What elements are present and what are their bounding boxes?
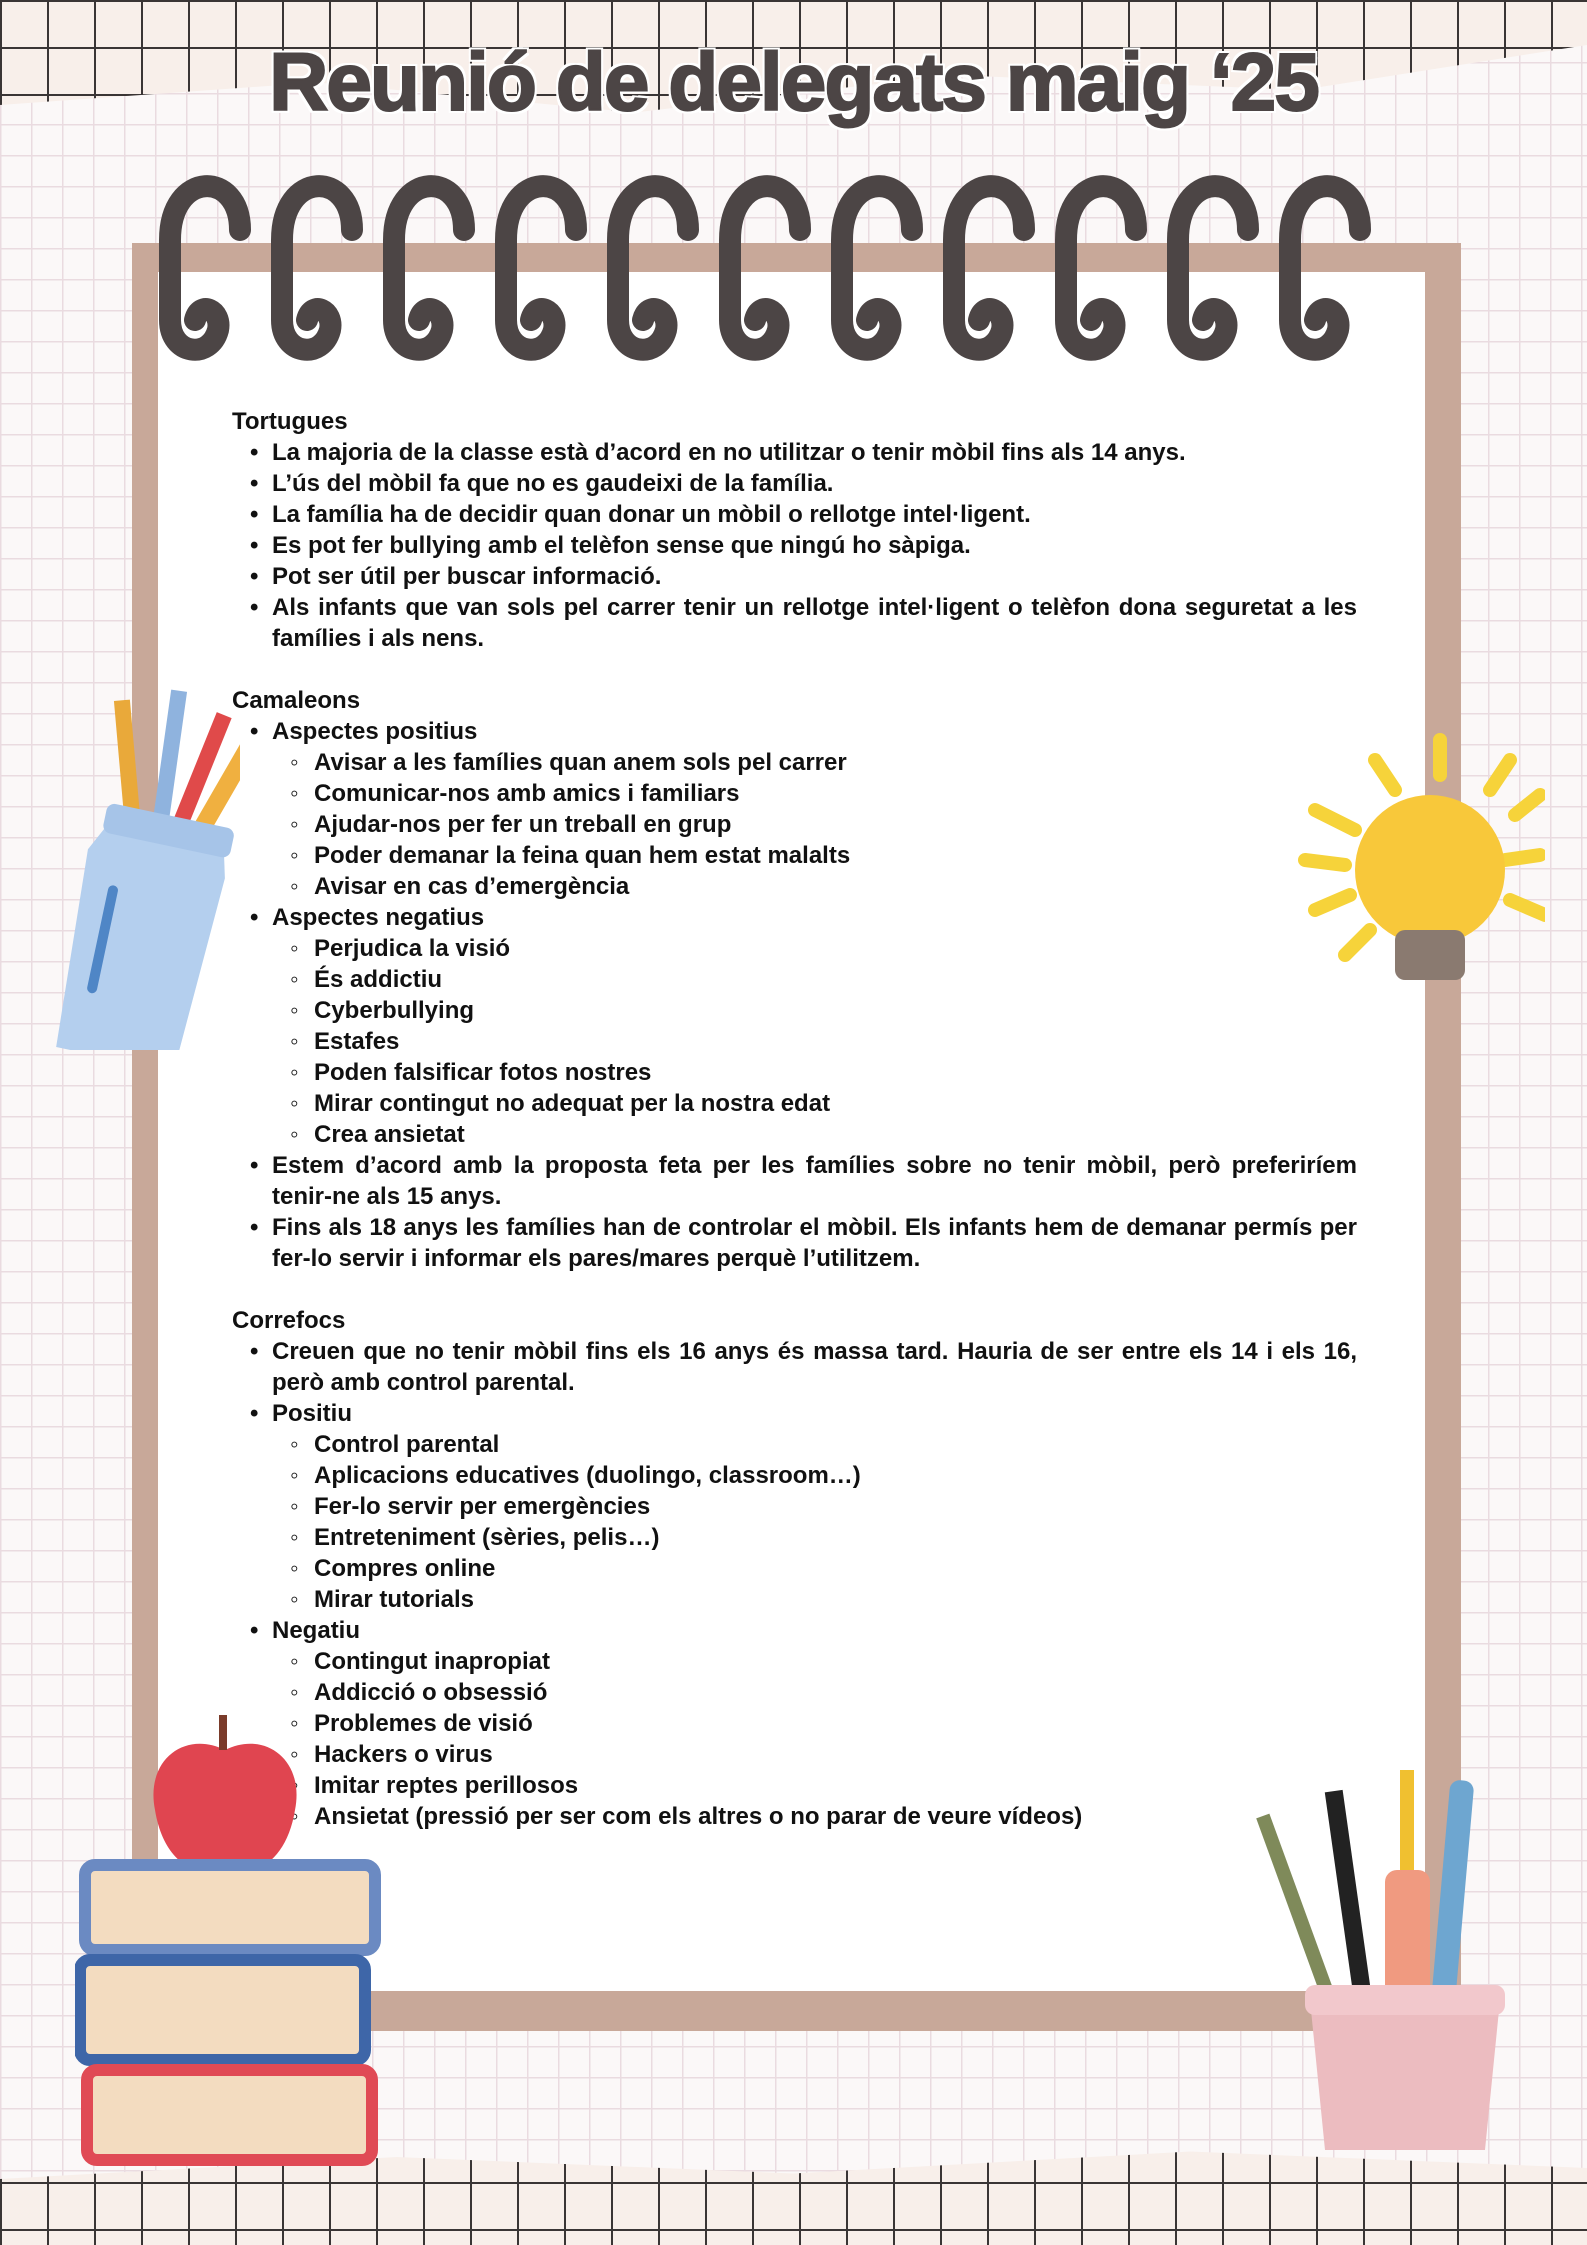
sublist-label: Aspectes negatius [272,904,485,931]
section-heading: Camaleons [232,687,361,714]
section-camaleons [232,685,1357,1274]
spiral-ring [394,186,464,350]
sublist-item: ◦ Avisar a les famílies quan anem sols pel carrer [272,747,1357,778]
sublist-item: ◦ Fer-lo servir per emergències [272,1491,1357,1522]
sublist-label: Positiu [272,1400,353,1427]
sublist-item: ◦ Mirar contingut no adequat per la nostra edat [272,1088,1357,1119]
meeting-notes [232,406,1357,1863]
sublist-item: ◦ Poden falsificar fotos nostres [272,1057,1357,1088]
sublist-label: Aspectes positius [272,718,478,745]
sublist-item: ◦ Problemes de visió [272,1708,1357,1739]
list-item [232,716,1357,902]
spiral-ring [170,186,240,350]
pencil-cup-icon [20,660,240,1050]
spiral-rings [150,170,1390,370]
list-item: • L’ús del mòbil fa que no es gaudeixi de la família. [232,468,1357,499]
sublist-item: ◦ Avisar en cas d’emergència [272,871,1357,902]
list-item: • Creuen que no tenir mòbil fins els 16 anys és massa tard. Hauria de ser entre els 14 i els 16, però amb control parental. [232,1336,1357,1398]
section-tortugues [232,406,1357,654]
list-item: • La família ha de decidir quan donar un mòbil o rellotge intel·ligent. [232,499,1357,530]
sublist-item: ◦ Poder demanar la feina quan hem estat malalts [272,840,1357,871]
spiral-ring [730,186,800,350]
sublist-item: ◦ Control parental [272,1429,1357,1460]
sublist-label: Negatiu [272,1617,361,1644]
list-item: • Pot ser útil per buscar informació. [232,561,1357,592]
section-heading: Tortugues [232,408,348,435]
sublist-item: ◦ Aplicacions educatives (duolingo, classroom…) [272,1460,1357,1491]
sublist-item: ◦ Hackers o virus [272,1739,1357,1770]
spiral-ring [842,186,912,350]
page-title: Reunió de delegats maig ‘25 [269,37,1318,128]
list-item: • Fins als 18 anys les famílies han de controlar el mòbil. Els infants hem de demanar permís per fer-lo servir i informar els pares/mares perquè l’utilitzem. [232,1212,1357,1274]
list-item: • Estem d’acord amb la proposta feta per les famílies sobre no tenir mòbil, però preferiríem tenir-ne als 15 anys. [232,1150,1357,1212]
sublist-item: ◦ Addicció o obsessió [272,1677,1357,1708]
sublist-item: ◦ Estafes [272,1026,1357,1057]
spiral-ring [618,186,688,350]
list-item: • La majoria de la classe està d’acord en no utilitzar o tenir mòbil fins als 14 anys. [232,437,1357,468]
books-apple-icon [75,1710,385,2180]
list-item: • Als infants que van sols pel carrer tenir un rellotge intel·ligent o telèfon dona seguretat a les famílies i als nens. [232,592,1357,654]
sublist-item: ◦ Compres online [272,1553,1357,1584]
sublist-item: ◦ És addictiu [272,964,1357,995]
sublist-item: ◦ Entreteniment (sèries, pelis…) [272,1522,1357,1553]
sublist-item: ◦ Crea ansietat [272,1119,1357,1150]
pen-cup-icon [1250,1770,1540,2150]
list-item [232,1398,1357,1615]
list-item [232,1615,1357,1832]
spiral-ring [506,186,576,350]
sublist-item: ◦ Cyberbullying [272,995,1357,1026]
spiral-ring [1066,186,1136,350]
list-item: • Es pot fer bullying amb el telèfon sense que ningú ho sàpiga. [232,530,1357,561]
section-heading: Correfocs [232,1307,346,1334]
section-correfocs [232,1305,1357,1832]
sublist-item: ◦ Ansietat (pressió per ser com els altres o no parar de veure vídeos) [272,1801,1357,1832]
spiral-ring [282,186,352,350]
spiral-ring [1178,186,1248,350]
light-bulb-icon [1285,730,1545,1000]
sublist-item: ◦ Comunicar-nos amb amics i familiars [272,778,1357,809]
list-item [232,902,1357,1150]
spiral-ring [1290,186,1360,350]
sublist-item: ◦ Imitar reptes perillosos [272,1770,1357,1801]
spiral-ring [954,186,1024,350]
sublist-item: ◦ Perjudica la visió [272,933,1357,964]
sublist-item: ◦ Contingut inapropiat [272,1646,1357,1677]
sublist-item: ◦ Mirar tutorials [272,1584,1357,1615]
sublist-item: ◦ Ajudar-nos per fer un treball en grup [272,809,1357,840]
